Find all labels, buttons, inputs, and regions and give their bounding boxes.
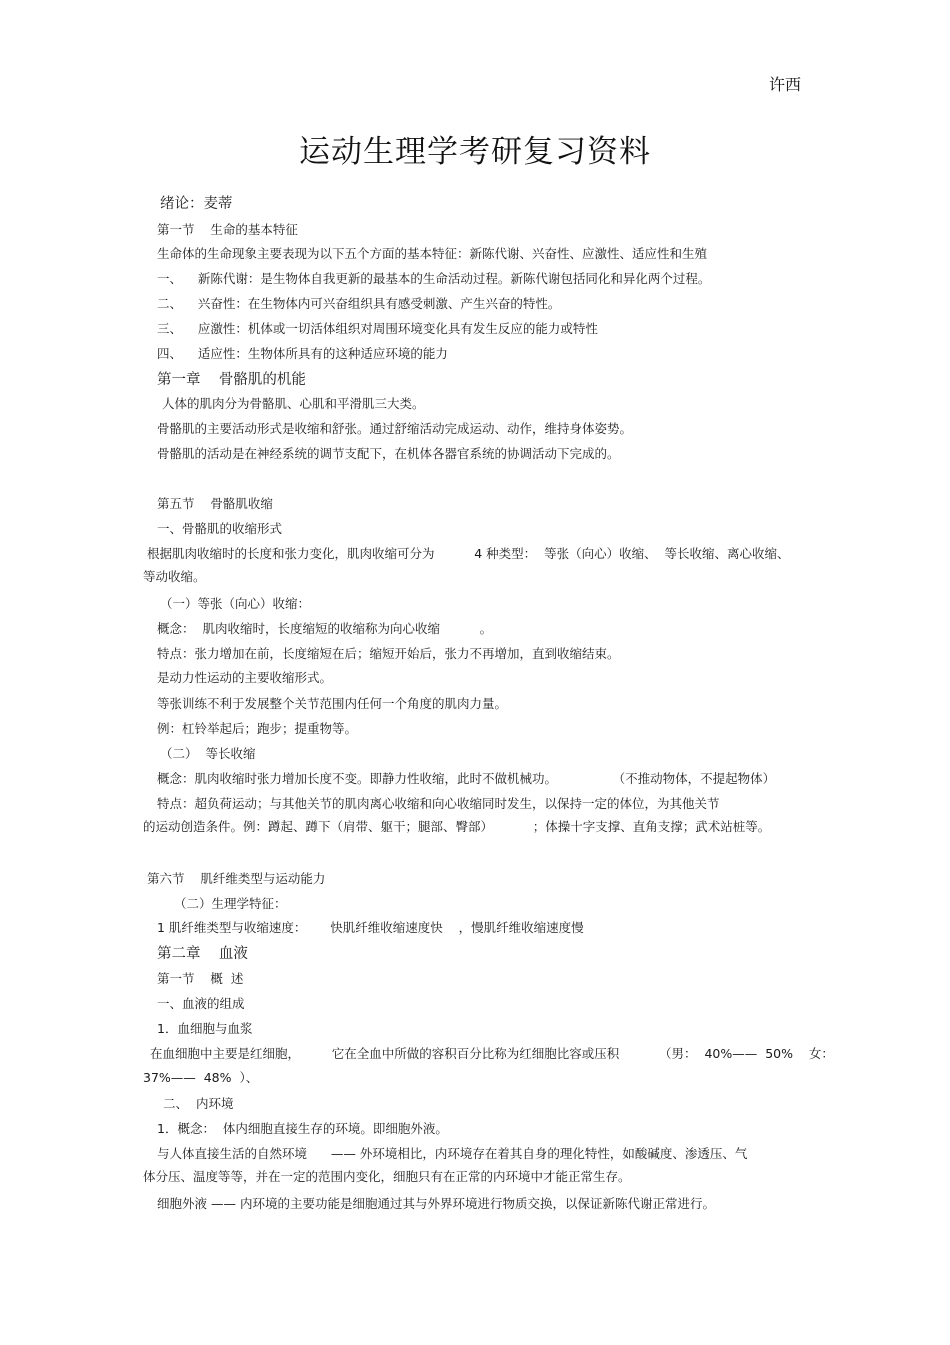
text-line: 一、血液的组成 (157, 996, 245, 1011)
text-line: 概念： 肌肉收缩时，长度缩短的收缩称为向心收缩 。 (157, 621, 493, 636)
text-line: 是动力性运动的主要收缩形式。 (157, 670, 333, 685)
document-title: 运动生理学考研复习资料 (299, 134, 651, 170)
text-line: 生命体的生命现象主要表现为以下五个方面的基本特征：新陈代谢、兴奋性、应激性、适应性和生殖 (157, 246, 708, 261)
text-line: 人体的肌肉分为骨骼肌、心肌和平滑肌三大类。 (162, 396, 425, 411)
text-line: 例：杠铃举起后；跑步；提重物等。 (157, 721, 358, 736)
text-line: 37%—— 48% ）、 (143, 1070, 259, 1085)
section-heading: 第六节 肌纤维类型与运动能力 (147, 871, 326, 886)
text-line: 骨骼肌的主要活动形式是收缩和舒张。通过舒缩活动完成运动、动作，维持身体姿势。 (157, 421, 633, 436)
author-name: 许西 (769, 75, 802, 94)
text-line: 的运动创造条件。例：蹲起、蹲下（肩带、躯干；腿部、臀部） ；体操十字支撑、直角支撑；武术站桩等。 (143, 819, 771, 834)
text-line: 等动收缩。 (143, 569, 206, 584)
text-line: （一）等张（向心）收缩： (160, 596, 311, 611)
text-line: 与人体直接生活的自然环境 —— 外环境相比，内环境存在着其自身的理化特性，如酸碱度、渗透压、气 (157, 1146, 748, 1161)
section-heading: 第五节 骨骼肌收缩 (157, 496, 273, 511)
text-line: 二、 兴奋性：在生物体内可兴奋组织具有感受刺激、产生兴奋的特性。 (157, 296, 561, 311)
chapter-heading: 第二章 血液 (157, 946, 248, 962)
text-line: （二） 等长收缩 (160, 746, 256, 761)
text-line: 1．概念： 体内细胞直接生存的环境。即细胞外液。 (157, 1121, 448, 1136)
text-line: 二、 内环境 (163, 1096, 234, 1111)
text-line: 在血细胞中主要是红细胞， 它在全血中所做的容积百分比称为红细胞比容或压积 （男： 40%—— 50% 女： (150, 1046, 834, 1061)
text-line: 骨骼肌的活动是在神经系统的调节支配下，在机体各器官系统的协调活动下完成的。 (157, 446, 620, 461)
text-line: 一、骨骼肌的收缩形式 (157, 521, 283, 536)
text-line: 体分压、温度等等，并在一定的范围内变化，细胞只有在正常的内环境中才能正常生存。 (143, 1169, 631, 1184)
text-line: 1 肌纤维类型与收缩速度： 快肌纤维收缩速度快 ，慢肌纤维收缩速度慢 (157, 920, 584, 935)
text-line: 特点：超负荷运动；与其他关节的肌肉离心收缩和向心收缩同时发生，以保持一定的体位，为其他关节 (157, 796, 720, 811)
text-line: 特点：张力增加在前，长度缩短在后；缩短开始后，张力不再增加，直到收缩结束。 (157, 646, 620, 661)
section-heading-intro: 绪论：麦蒂 (160, 196, 233, 212)
text-line: （二）生理学特征： (174, 896, 287, 911)
text-line: 第一节 概 述 (157, 971, 244, 986)
text-line: 第一节 生命的基本特征 (157, 222, 298, 237)
text-line: 根据肌肉收缩时的长度和张力变化，肌肉收缩可分为 4 种类型： 等张（向心）收缩、 等长收缩、离心收缩、 (147, 546, 790, 561)
text-line: 1．血细胞与血浆 (157, 1021, 253, 1036)
text-line: 细胞外液 —— 内环境的主要功能是细胞通过其与外界环境进行物质交换，以保证新陈代谢正常进行。 (157, 1196, 715, 1211)
text-line: 概念：肌肉收缩时张力增加长度不变。即静力性收缩，此时不做机械功。 （不推动物体，不提起物体） (157, 771, 776, 786)
text-line: 一、 新陈代谢：是生物体自我更新的最基本的生命活动过程。新陈代谢包括同化和异化两个过程。 (157, 271, 711, 286)
text-line: 等张训练不利于发展整个关节范围内任何一个角度的肌肉力量。 (157, 696, 508, 711)
text-line: 三、 应激性：机体或一切活体组织对周围环境变化具有发生反应的能力或特性 (157, 321, 598, 336)
chapter-heading: 第一章 骨骼肌的机能 (157, 372, 306, 388)
text-line: 四、 适应性：生物体所具有的这种适应环境的能力 (157, 346, 448, 361)
